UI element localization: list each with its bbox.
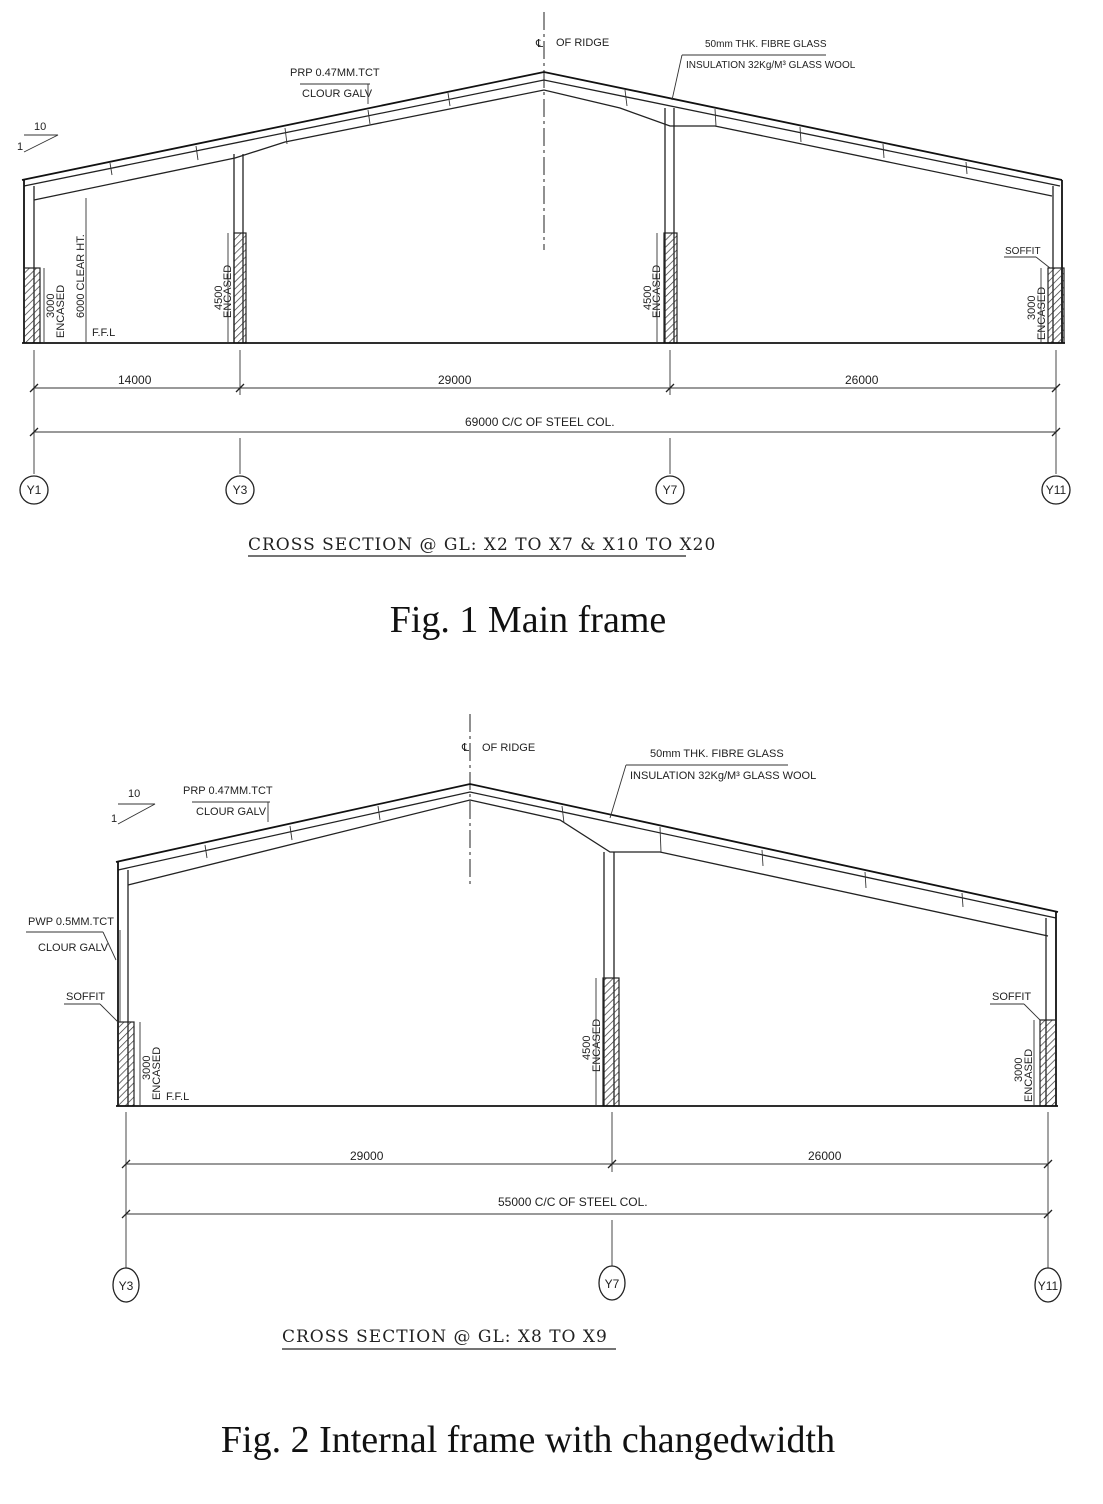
svg-text:ENCASED: ENCASED: [1023, 1048, 1035, 1102]
column-y1: [24, 180, 40, 343]
svg-text:CLOUR GALV: CLOUR GALV: [196, 806, 267, 818]
span-2: 29000: [438, 373, 472, 387]
insulation-note-2: [610, 748, 816, 818]
ridge-symbol-2: ℄: [462, 742, 470, 754]
encased-y3-label: [213, 233, 234, 343]
svg-text:ENCASED: ENCASED: [222, 264, 234, 318]
soffit-note: [1004, 246, 1050, 268]
svg-text:INSULATION 32Kg/M³ GLASS WOOL: INSULATION 32Kg/M³ GLASS WOOL: [630, 770, 817, 782]
svg-text:3000: 3000: [45, 293, 57, 318]
svg-text:3000: 3000: [1013, 1057, 1025, 1082]
grid-y7-2: [599, 1220, 625, 1300]
svg-text:CLOUR GALV: CLOUR GALV: [302, 88, 373, 100]
column-y11-2: [1040, 912, 1056, 1106]
column-y11: [1048, 180, 1064, 343]
encased-left-label-2: [140, 1022, 163, 1106]
encased-right-label: [1026, 268, 1048, 343]
svg-text:3000: 3000: [1026, 295, 1038, 320]
figure-1-caption: Fig. 1 Main frame: [389, 599, 667, 641]
grid-y11: [1042, 440, 1070, 504]
svg-text:4500: 4500: [213, 285, 225, 310]
section-title-2: CROSS SECTION @ GL: X8 TO X9: [282, 1327, 608, 1347]
svg-text:PRP 0.47MM.TCT: PRP 0.47MM.TCT: [183, 785, 273, 797]
section-title-1: CROSS SECTION @ GL: X2 TO X7 & X10 TO X20: [248, 535, 717, 555]
roof-sheet-note: [290, 67, 380, 104]
span-1-2: 29000: [350, 1149, 384, 1163]
span-1: 14000: [118, 373, 152, 387]
svg-text:PRP 0.47MM.TCT: PRP 0.47MM.TCT: [290, 67, 380, 79]
overall-dimension-2: [122, 1195, 1052, 1218]
encased-right-label-2: [1013, 1020, 1035, 1106]
svg-text:6000 CLEAR HT.: 6000 CLEAR HT.: [75, 234, 87, 318]
svg-text:55000 C/C OF STEEL COL.: 55000 C/C OF STEEL COL.: [498, 1195, 648, 1209]
svg-text:SOFFIT: SOFFIT: [992, 991, 1032, 1003]
svg-text:Y7: Y7: [604, 1277, 620, 1291]
grid-y1: [20, 440, 48, 504]
svg-text:ENCASED: ENCASED: [1036, 286, 1048, 340]
svg-text:69000 C/C OF STEEL COL.: 69000 C/C OF STEEL COL.: [465, 415, 615, 429]
encased-left-label: [44, 268, 67, 343]
figure-2: [26, 714, 1061, 1461]
wall-sheet-note: [26, 916, 116, 960]
svg-text:50mm THK. FIBRE GLASS: 50mm THK. FIBRE GLASS: [650, 748, 784, 760]
column-y7: [664, 108, 677, 343]
svg-text:ENCASED: ENCASED: [591, 1018, 603, 1072]
ridge-symbol: ℄: [536, 38, 544, 50]
svg-text:SOFFIT: SOFFIT: [1005, 246, 1041, 257]
insulation-note: [672, 39, 856, 100]
clear-height-dim: [75, 198, 87, 343]
ridge-label-2: OF RIDGE: [482, 742, 536, 754]
svg-text:ENCASED: ENCASED: [651, 264, 663, 318]
soffit-right-note: [990, 991, 1040, 1020]
grid-y7: [656, 438, 684, 504]
svg-text:10: 10: [128, 788, 141, 800]
ffl-label: F.F.L: [92, 327, 116, 339]
svg-text:Y11: Y11: [1037, 1279, 1059, 1293]
column-y7-2: [603, 852, 619, 1106]
svg-text:Y11: Y11: [1045, 483, 1067, 497]
grid-y11-2: [1035, 1222, 1061, 1302]
svg-text:ENCASED: ENCASED: [151, 1046, 163, 1100]
svg-text:Y3: Y3: [232, 483, 248, 497]
svg-text:Y1: Y1: [26, 483, 42, 497]
svg-text:1: 1: [17, 141, 24, 153]
roof-sheet-note-2: [183, 785, 273, 822]
grid-y3-2: [113, 1222, 139, 1302]
span-2-2: 26000: [808, 1149, 842, 1163]
column-y3-2: [118, 862, 134, 1106]
svg-text:50mm THK. FIBRE GLASS: 50mm THK. FIBRE GLASS: [705, 39, 827, 50]
svg-text:4500: 4500: [581, 1035, 593, 1060]
slope-indicator-2: [111, 788, 155, 825]
slope-indicator: [17, 121, 58, 153]
column-y3: [234, 154, 246, 343]
grid-y3: [226, 438, 254, 504]
encased-y7-label: [642, 233, 663, 343]
roof-rafter: [22, 72, 1062, 200]
svg-text:Y3: Y3: [118, 1279, 134, 1293]
svg-text:INSULATION 32Kg/M³ GLASS WOOL: INSULATION 32Kg/M³ GLASS WOOL: [686, 60, 856, 71]
svg-text:1: 1: [111, 813, 118, 825]
svg-text:10: 10: [34, 121, 47, 133]
soffit-left-note: [64, 991, 118, 1022]
svg-text:PWP 0.5MM.TCT: PWP 0.5MM.TCT: [28, 916, 114, 928]
svg-text:ENCASED: ENCASED: [55, 284, 67, 338]
encased-y7-label-2: [581, 978, 603, 1106]
ffl-label-2: F.F.L: [166, 1091, 190, 1103]
svg-text:3000: 3000: [141, 1055, 153, 1080]
svg-text:SOFFIT: SOFFIT: [66, 991, 106, 1003]
svg-text:CLOUR GALV: CLOUR GALV: [38, 942, 109, 954]
span-3: 26000: [845, 373, 879, 387]
figure-2-caption: Fig. 2 Internal frame with changedwidth: [220, 1419, 836, 1461]
figure-1: [17, 12, 1070, 641]
svg-text:Y7: Y7: [662, 483, 678, 497]
ridge-label: OF RIDGE: [556, 37, 610, 49]
svg-text:4500: 4500: [642, 285, 654, 310]
overall-dimension: [30, 415, 1060, 436]
